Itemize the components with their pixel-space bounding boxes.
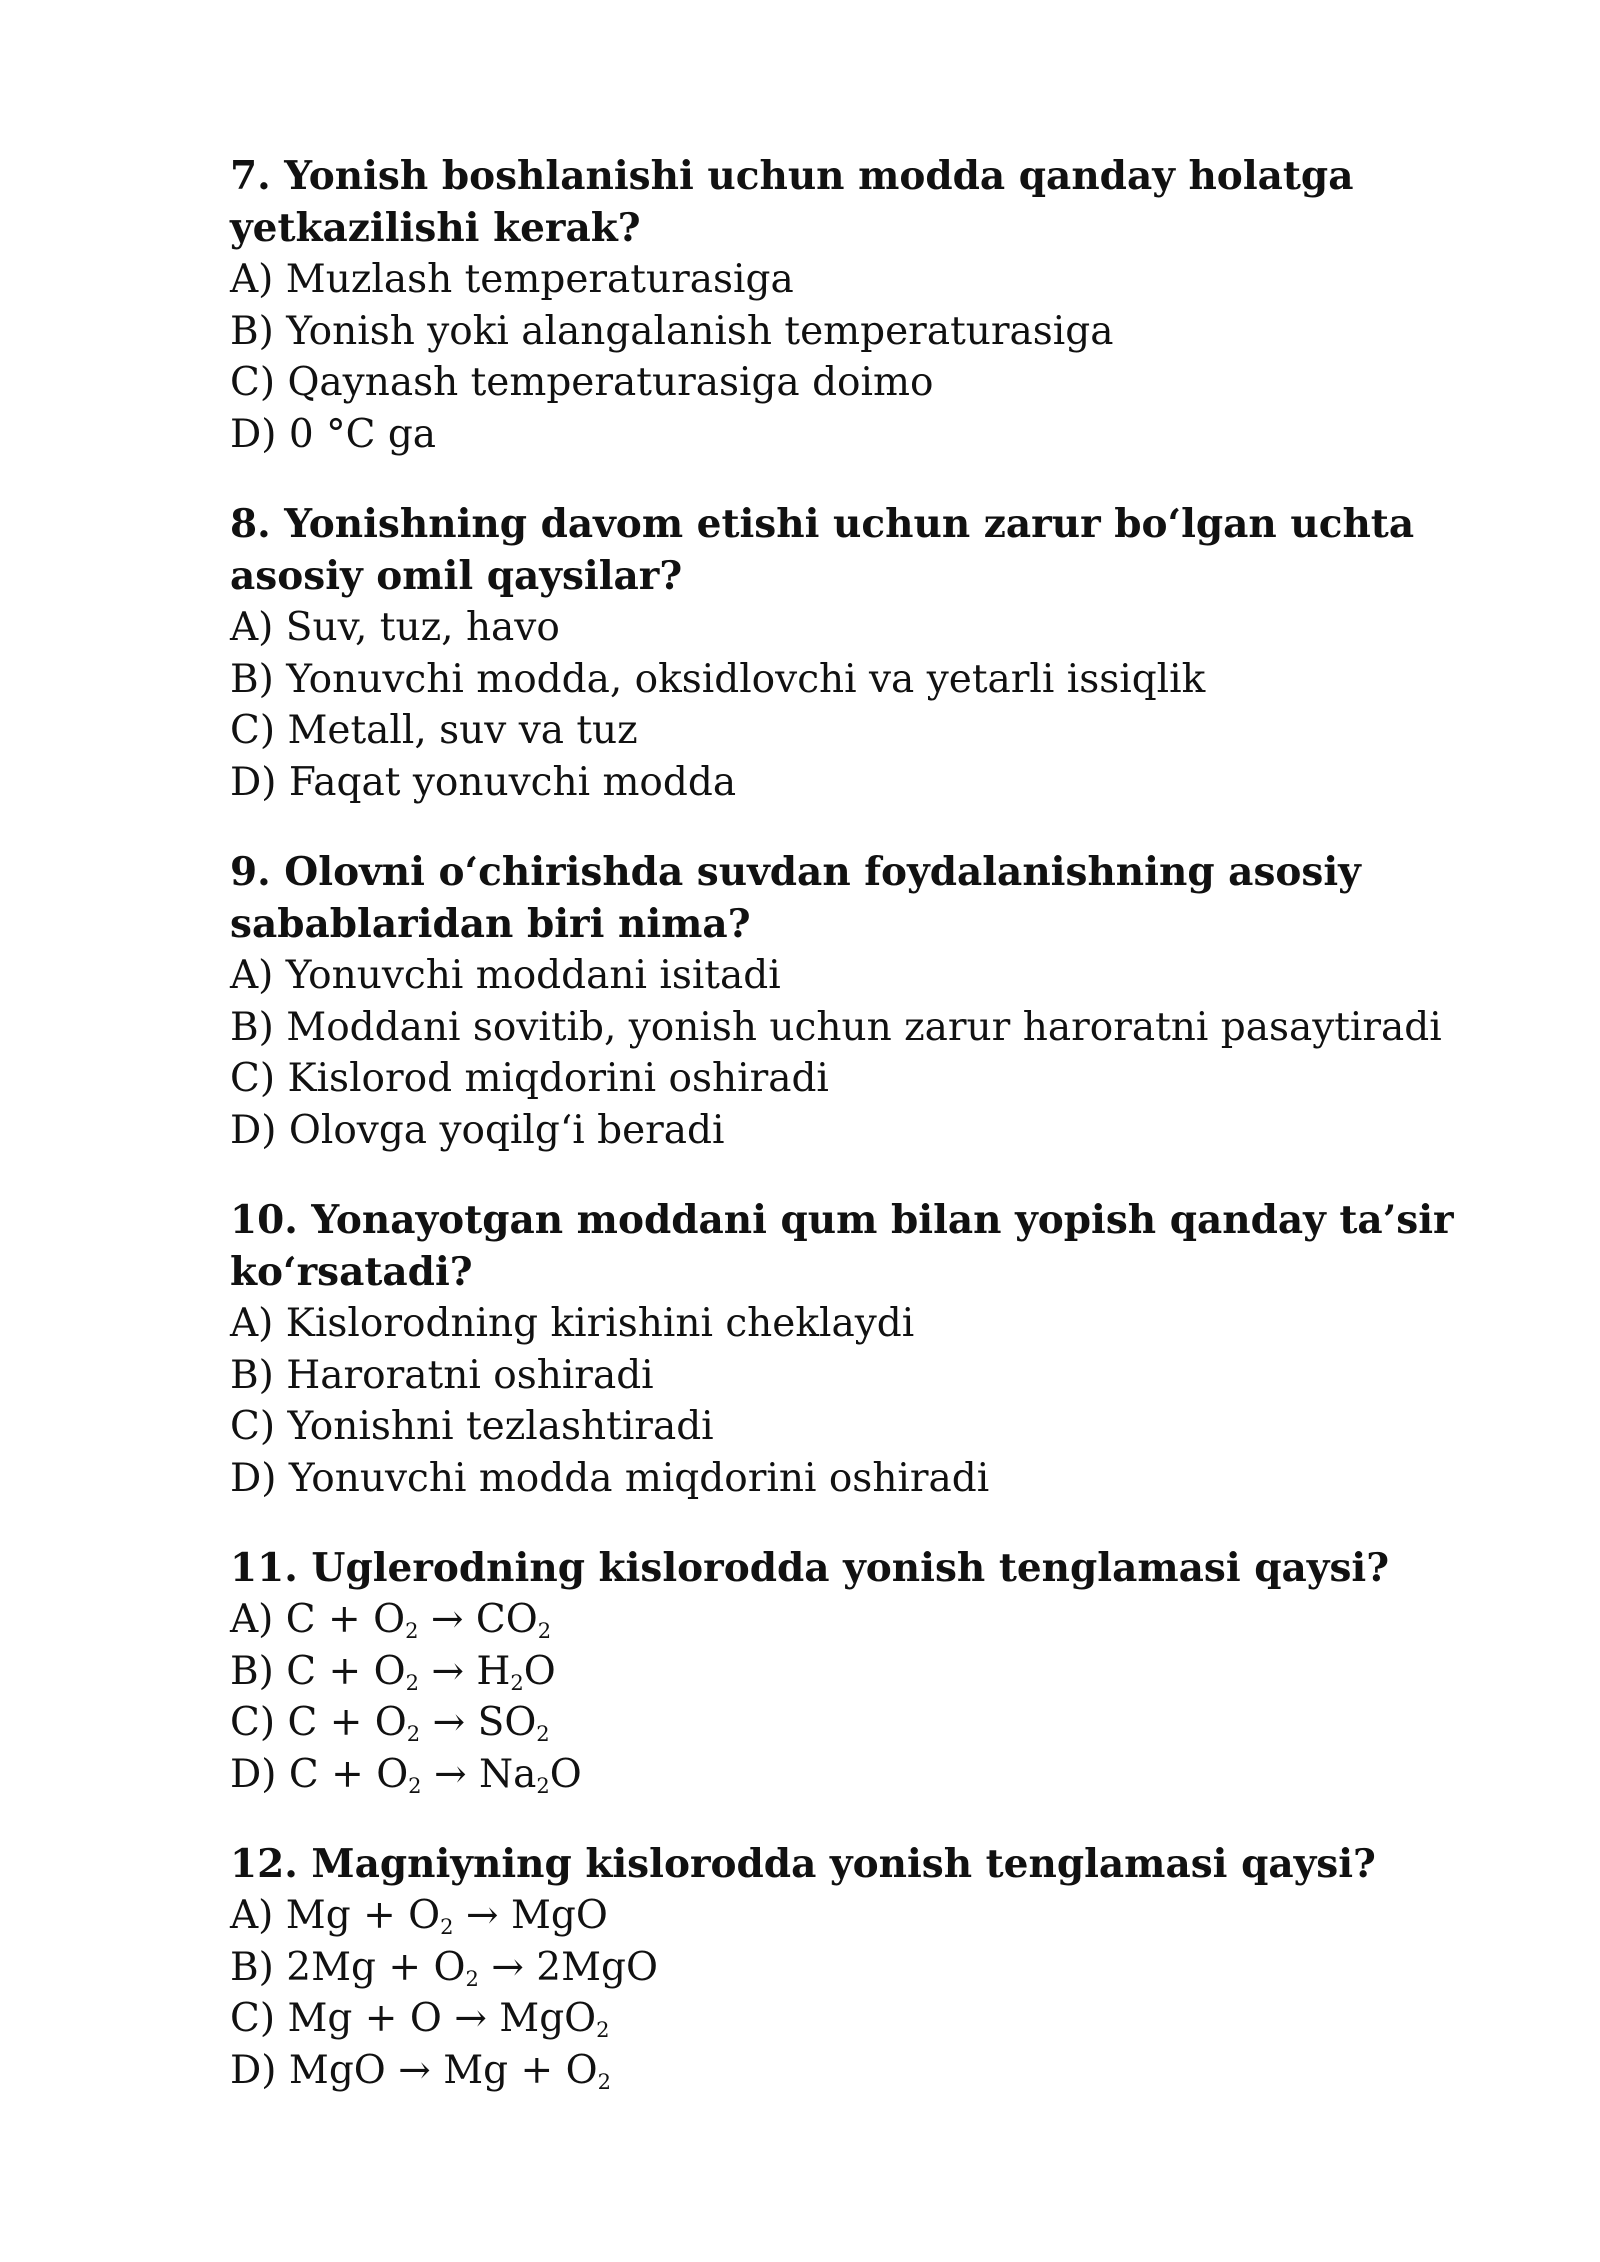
- option-a: A) Kislorodning kirishini cheklaydi: [230, 1301, 915, 1346]
- question-title: 10. Yonayotgan moddani qum bilan yopish qanday ta’sir ko‘rsatadi?: [230, 1197, 1454, 1295]
- option-d: D) Olovga yoqilg‘i beradi: [230, 1107, 725, 1153]
- option-c: C) Metall, suv va tuz: [230, 708, 638, 753]
- option-a: A) $C + O_2 \to CO_2$: [230, 1597, 552, 1643]
- question-title: 8. Yonishning davom etishi uchun zarur bo‘lgan uchta asosiy omil qaysilar?: [230, 501, 1415, 599]
- question-title: 12. Magniyning kislorodda yonish tenglamasi qaysi?: [230, 1841, 1376, 1887]
- option-c: C) $C + O_2 \to SO_2$: [230, 1700, 550, 1746]
- option-b: B) Haroratni oshiradi: [230, 1352, 654, 1398]
- option-b: B) $2Mg + O_2 \to 2MgO$: [230, 1944, 658, 1991]
- option-d: D) MgO → $Mg + O_2$: [230, 2047, 611, 2094]
- option-d: D) $C + O_2 \to Na_2O$: [230, 1751, 582, 1798]
- question-9: [230, 846, 1510, 1156]
- option-d: D) Faqat yonuvchi modda: [230, 759, 737, 805]
- question-title: 11. Uglerodning kislorodda yonish tenglamasi qaysi?: [230, 1545, 1390, 1591]
- option-a: A) Suv, tuz, havo: [230, 605, 560, 650]
- option-b: B) Yonish yoki alangalanish temperaturasiga: [230, 308, 1114, 354]
- option-c: C) Kislorod miqdorini oshiradi: [230, 1056, 829, 1101]
- option-d: D) Yonuvchi modda miqdorini oshiradi: [230, 1455, 990, 1501]
- option-d: D) 0 °C ga: [230, 411, 437, 457]
- question-8: [230, 498, 1510, 808]
- option-a: A) Yonuvchi moddani isitadi: [230, 953, 781, 998]
- option-a: A) $Mg + O_2$ → MgO: [230, 1893, 608, 1939]
- option-b: B) $C + O_2 \to H_2O$: [230, 1648, 556, 1695]
- question-title: 7. Yonish boshlanishi uchun modda qanday holatga yetkazilishi kerak?: [230, 153, 1354, 251]
- question-12: [230, 1838, 1510, 2096]
- option-b: B) Moddani sovitib, yonish uchun zarur haroratni pasaytiradi: [230, 1004, 1442, 1050]
- option-b: B) Yonuvchi modda, oksidlovchi va yetarli issiqlik: [230, 656, 1206, 702]
- question-list: [230, 150, 1510, 2134]
- question-11: [230, 1542, 1510, 1800]
- option-c: C) Mg + O → MgO$_2$: [230, 1996, 610, 2042]
- question-title: 9. Olovni o‘chirishda suvdan foydalanishning asosiy sabablaridan biri nima?: [230, 849, 1361, 947]
- question-10: [230, 1194, 1510, 1504]
- option-c: C) Yonishni tezlashtiradi: [230, 1404, 714, 1449]
- question-7: [230, 150, 1510, 460]
- option-c: C) Qaynash temperaturasiga doimo: [230, 360, 934, 405]
- option-a: A) Muzlash temperaturasiga: [230, 257, 794, 302]
